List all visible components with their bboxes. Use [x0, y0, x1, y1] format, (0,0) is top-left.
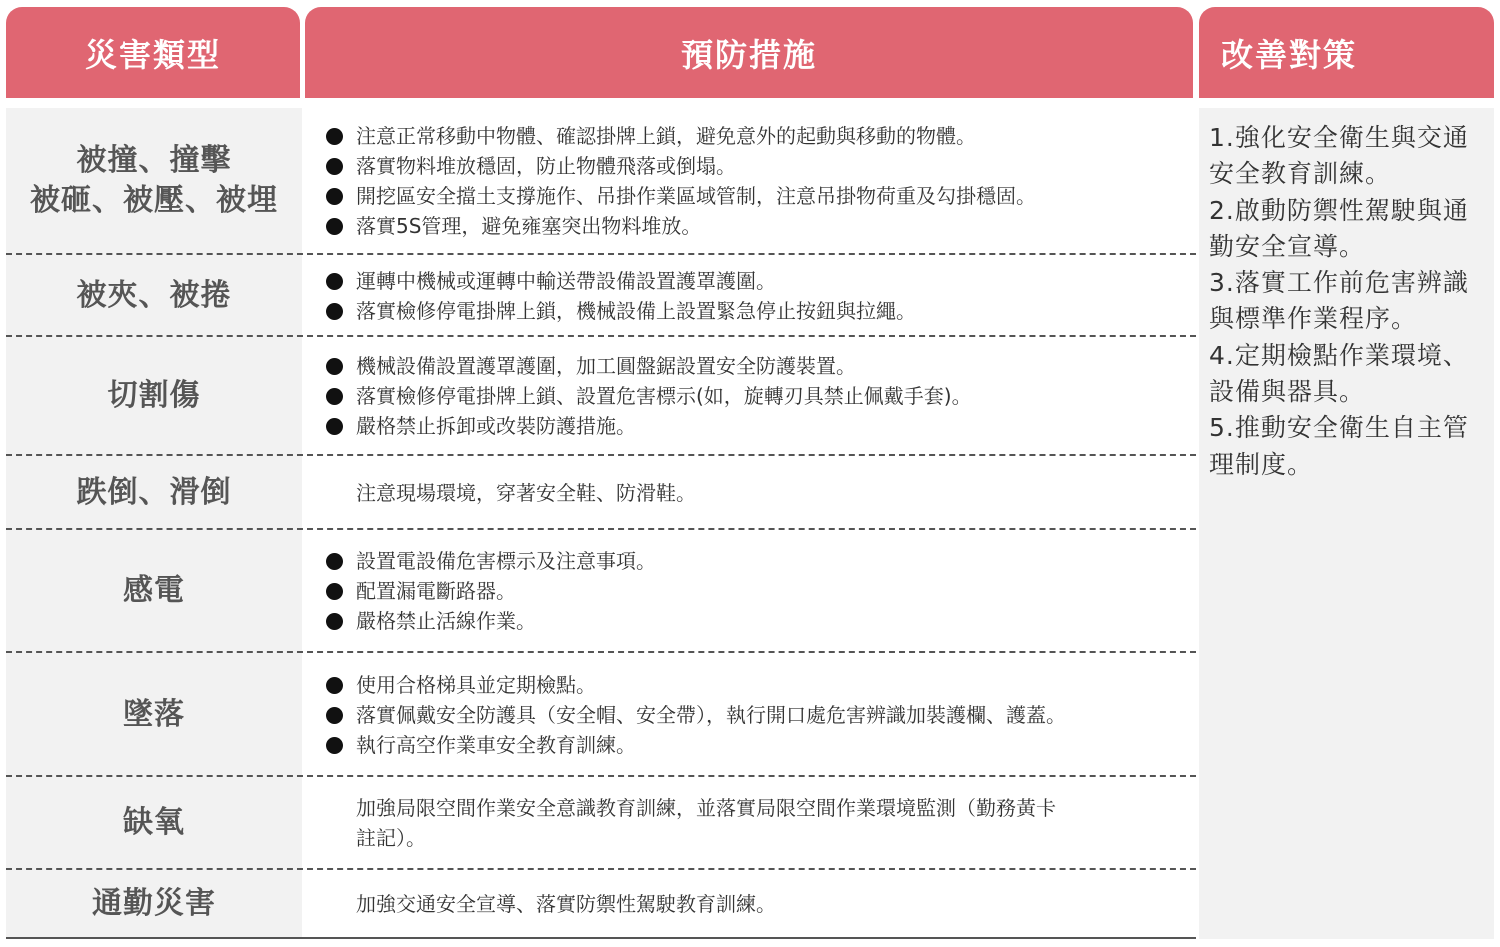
table-row	[6, 108, 1196, 253]
improvement-line: 理制度。	[1209, 449, 1314, 479]
list-item: 配置漏電斷路器。	[326, 576, 1186, 606]
list-item: 嚴格禁止活線作業。	[326, 606, 1186, 636]
disaster-type-label: 跌倒、滑倒	[76, 474, 232, 510]
header-prevention: 預防措施	[305, 7, 1193, 98]
header-improvement: 改善對策	[1199, 7, 1494, 98]
list-item: 開挖區安全擋土支撐施作、吊掛作業區域管制，注意吊掛物荷重及勾掛穩固。	[326, 181, 1186, 211]
list-item: 落實佩戴安全防護具（安全帽、安全帶），執行開口處危害辨識加裝護欄、護蓋。	[326, 700, 1186, 730]
list-item: 注意正常移動中物體、確認掛牌上鎖，避免意外的起動與移動的物體。	[326, 121, 1186, 151]
improvement-line: 1.強化安全衛生與交通	[1209, 123, 1469, 152]
prevention-cell	[326, 531, 1186, 651]
list-item: 執行高空作業車安全教育訓練。	[326, 730, 1186, 760]
disaster-type-label: 被砸、被壓、被埋	[30, 182, 278, 218]
prevention-text: 加強局限空間作業安全意識教育訓練，並落實局限空間作業環境監測（勤務黃卡	[356, 796, 1056, 820]
improvement-line: 4.定期檢點作業環境、	[1209, 340, 1469, 370]
list-item: 嚴格禁止拆卸或改裝防護措施。	[326, 411, 1186, 441]
disaster-type-cell	[6, 871, 302, 937]
bullet-icon	[326, 737, 343, 754]
improvement-line: 與標準作業程序。	[1209, 304, 1418, 334]
table-row	[6, 256, 1196, 335]
list-item: 機械設備設置護罩護圍，加工圓盤鋸設置安全防護裝置。	[326, 351, 1186, 381]
row-divider	[6, 868, 1196, 870]
disaster-type-cell	[6, 457, 302, 528]
bullet-icon	[326, 677, 343, 694]
bullet-icon	[326, 358, 343, 375]
prevention-cell	[326, 778, 1186, 868]
improvement-line: 安全教育訓練。	[1209, 159, 1392, 189]
bullet-icon	[326, 303, 343, 320]
list-item: 設置電設備危害標示及注意事項。	[326, 546, 1186, 576]
row-divider	[6, 454, 1196, 456]
list-item: 落實物料堆放穩固，防止物體飛落或倒塌。	[326, 151, 1186, 181]
bullet-icon	[326, 273, 343, 290]
row-divider	[6, 651, 1196, 653]
improvement-cell	[1199, 108, 1494, 939]
prevention-cell	[326, 338, 1186, 454]
disaster-type-label: 通勤災害	[92, 886, 216, 921]
disaster-type-cell	[6, 338, 302, 454]
disaster-type-cell	[6, 108, 302, 253]
prevention-cell	[326, 256, 1186, 335]
disaster-type-cell	[6, 778, 302, 868]
improvement-line: 5.推動安全衛生自主管	[1209, 413, 1469, 443]
bullet-icon	[326, 158, 343, 175]
disaster-type-label: 感電	[123, 573, 185, 608]
table-row	[6, 531, 1196, 651]
table-row	[6, 654, 1196, 775]
table-row	[6, 778, 1196, 868]
disaster-type-label: 缺氧	[123, 805, 185, 840]
row-divider	[6, 335, 1196, 337]
prevention-cell	[326, 871, 1186, 937]
disaster-type-label: 被撞、撞擊	[76, 142, 232, 178]
list-item: 使用合格梯具並定期檢點。	[326, 670, 1186, 700]
prevention-cell	[326, 654, 1186, 775]
bullet-icon	[326, 707, 343, 724]
improvement-line: 勤安全宣導。	[1209, 231, 1366, 261]
disaster-type-cell	[6, 654, 302, 775]
table-row	[6, 871, 1196, 937]
table-row	[6, 338, 1196, 454]
list-item: 運轉中機械或運轉中輸送帶設備設置護罩護圍。	[326, 266, 1186, 296]
disaster-type-label: 被夾、被捲	[76, 277, 232, 313]
improvement-line: 2.啟動防禦性駕駛與通	[1209, 195, 1469, 225]
improvement-line: 設備與器具。	[1209, 377, 1366, 407]
improvement-line: 3.落實工作前危害辨識	[1209, 268, 1469, 298]
prevention-cell	[326, 108, 1186, 253]
disaster-type-cell	[6, 256, 302, 335]
bullet-icon	[326, 188, 343, 205]
list-item: 落實檢修停電掛牌上鎖，機械設備上設置緊急停止按鈕與拉繩。	[326, 296, 1186, 326]
disaster-type-label: 墜落	[123, 696, 185, 732]
header-disaster-type: 災害類型	[6, 7, 300, 98]
bullet-icon	[326, 388, 343, 405]
bullet-icon	[326, 613, 343, 630]
bullet-icon	[326, 583, 343, 600]
list-item: 落實檢修停電掛牌上鎖、設置危害標示(如，旋轉刃具禁止佩戴手套)。	[326, 381, 1186, 411]
list-item: 落實5S管理，避免雍塞突出物料堆放。	[326, 211, 1186, 241]
prevention-text: 加強交通安全宣導、落實防禦性駕駛教育訓練。	[356, 892, 776, 916]
disaster-type-label: 切割傷	[107, 378, 201, 413]
row-divider	[6, 253, 1196, 255]
bullet-icon	[326, 418, 343, 435]
table-row	[6, 457, 1196, 528]
row-divider	[6, 775, 1196, 777]
prevention-text: 注意現場環境，穿著安全鞋、防滑鞋。	[356, 480, 696, 505]
bullet-icon	[326, 218, 343, 235]
row-divider	[6, 528, 1196, 530]
disaster-type-cell	[6, 531, 302, 651]
bullet-icon	[326, 553, 343, 570]
bullet-icon	[326, 128, 343, 145]
table-bottom-border	[6, 937, 1196, 939]
prevention-text: 註記）。	[356, 826, 426, 850]
prevention-cell	[326, 457, 1186, 528]
